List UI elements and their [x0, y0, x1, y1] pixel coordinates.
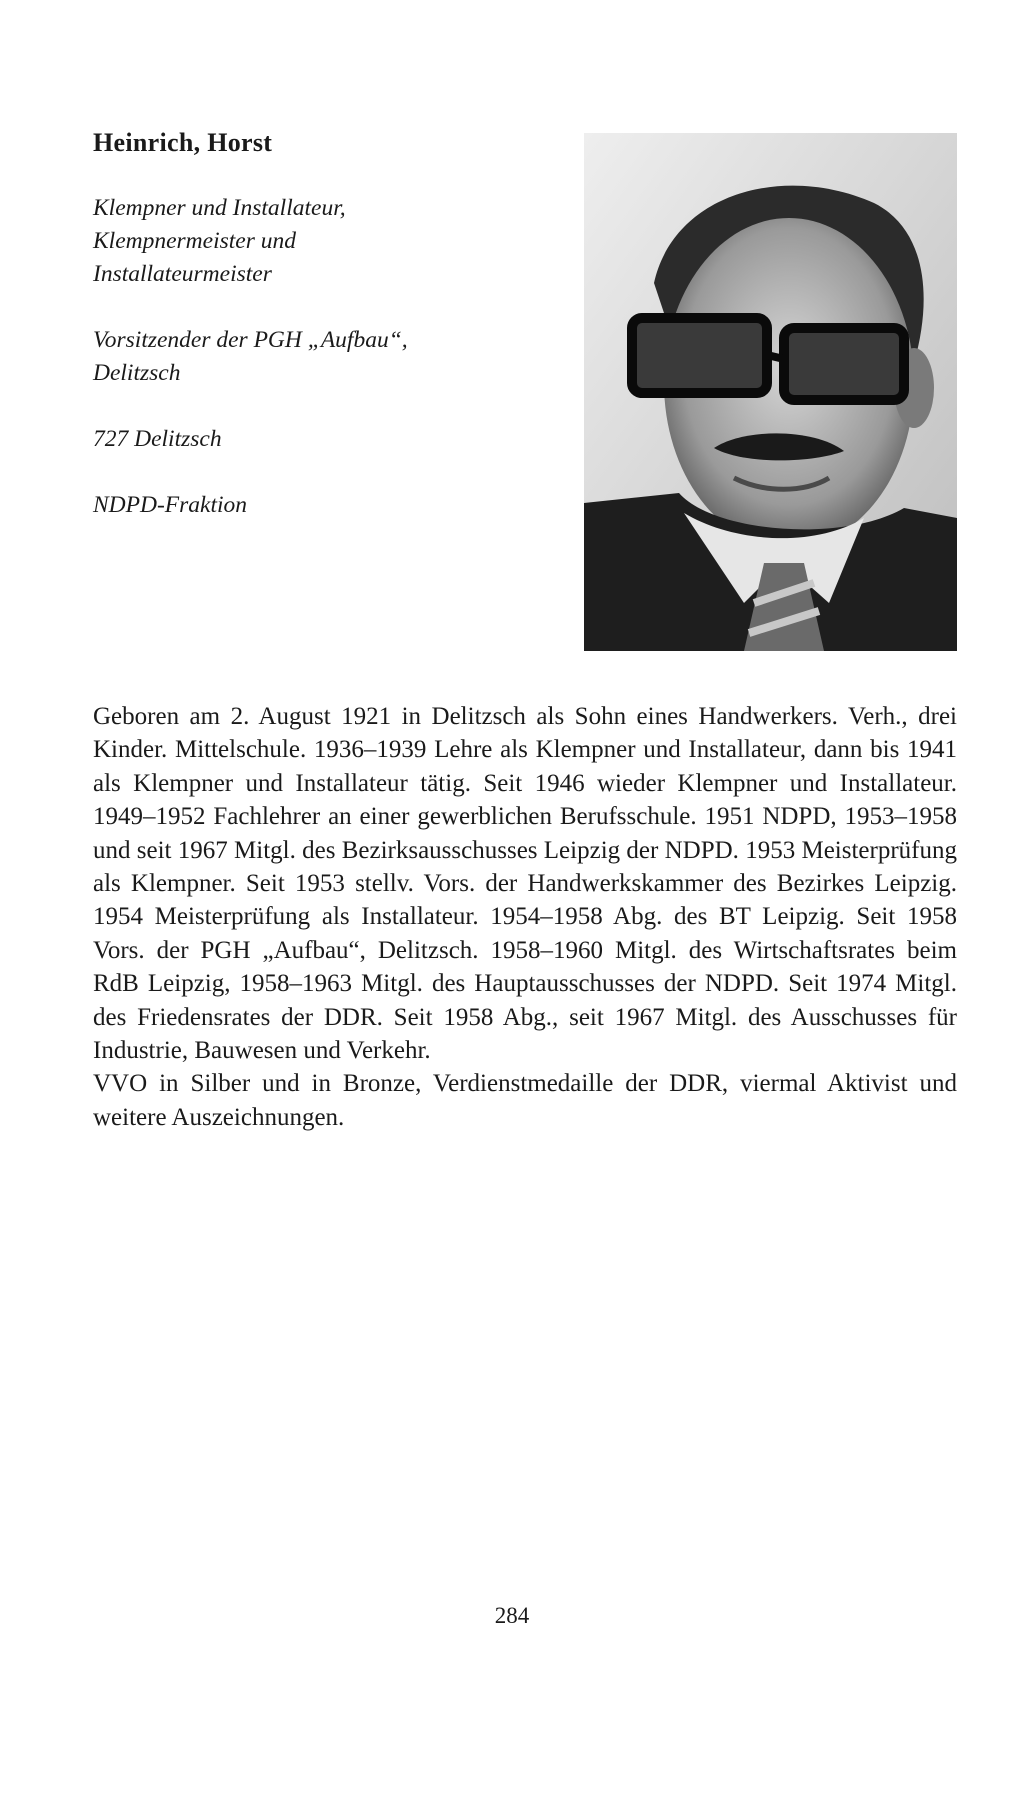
address-line: 727 Delitzsch: [93, 426, 222, 452]
occupation-line-1: Klempner und Installateur,: [93, 195, 346, 221]
profile-details: [93, 192, 563, 522]
position-line-2: Delitzsch: [93, 360, 181, 386]
occupation-line-3: Installateurmeister: [93, 261, 272, 287]
page-number: 284: [494, 1603, 530, 1628]
portrait-photo-icon: [584, 133, 957, 651]
biography-text: [93, 700, 957, 1134]
biography-paragraph-1: Geboren am 2. August 1921 in Delitzsch als Sohn eines Handwerkers. Verh., drei Kinder. Mittelschule. 1936–1939 Lehre als Klempner und Installateur, dann bis 1941 als Klempner und Installateur tätig. Seit 1946 wieder Klempner und Installateur. 1949–1952 Fachlehrer an einer gewerblichen Berufsschule. 1951 NDPD, 1953–1958 und seit 1967 Mitgl. des Bezirksausschusses Leipzig der NDPD. 1953 Meisterprüfung als Klempner. Seit 1953 stellv. Vors. der Handwerkskammer des Bezirkes Leipzig. 1954 Meisterprüfung als Installateur. 1954–1958 Abg. des BT Leipzig. Seit 1958 Vors. der PGH „Aufbau“, Delitzsch. 1958–1960 Mitgl. des Wirtschaftsrates beim RdB Leipzig, 1958–1963 Mitgl. des Hauptausschusses der NDPD. Seit 1974 Mitgl. des Friedensrates der DDR. Seit 1958 Abg., seit 1967 Mitgl. des Ausschusses für Industrie, Bauwesen und Verkehr.: [93, 703, 957, 1065]
person-name-heading: Heinrich, Horst: [93, 128, 273, 157]
portrait-photo: [584, 133, 957, 651]
occupation-line-2: Klempnermeister und: [93, 228, 296, 254]
biography-paragraph-2: VVO in Silber und in Bronze, Verdienstmedaille der DDR, viermal Aktivist und weitere Auszeichnungen.: [93, 1070, 957, 1131]
faction-line: NDPD-Fraktion: [93, 492, 248, 518]
position-line-1: Vorsitzender der PGH „Aufbau“,: [93, 327, 408, 353]
